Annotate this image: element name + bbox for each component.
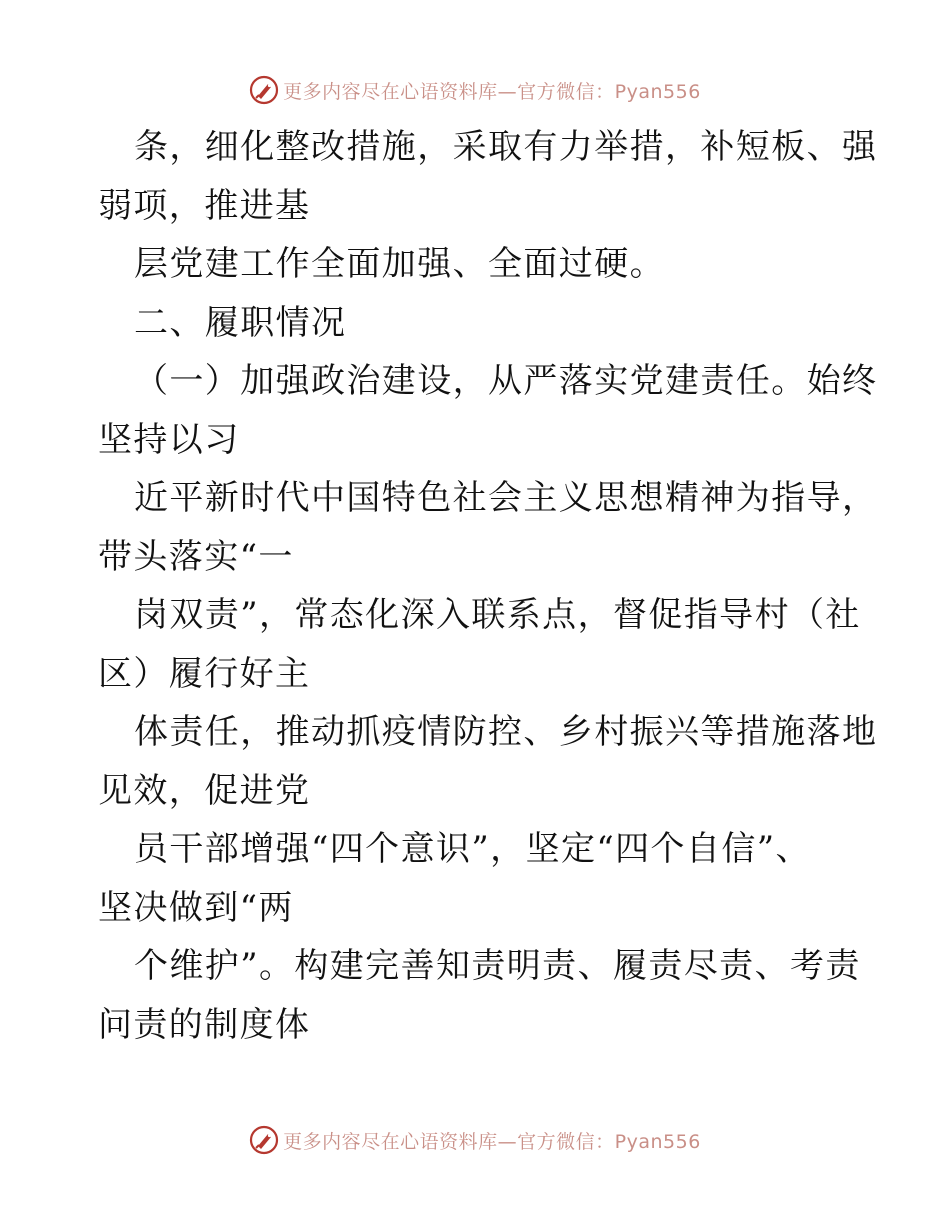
watermark-text: 更多内容尽在心语资料库—官方微信：Pyan556: [283, 80, 701, 103]
text-line: 问责的制度体: [98, 1004, 311, 1045]
text-line: 坚持以习: [98, 419, 240, 460]
watermark-text: 更多内容尽在心语资料库—官方微信：Pyan556: [283, 1130, 701, 1153]
text-line: 岗双责”，常态化深入联系点，督促指导村（社: [134, 595, 861, 635]
text-line: 弱项，推进基: [98, 185, 311, 226]
text-line: 个维护”。构建完善知责明责、履责尽责、考责: [134, 946, 861, 986]
pen-nib-seal-icon: [249, 1125, 279, 1155]
pen-nib-seal-icon: [249, 75, 279, 105]
text-line: 二、履职情况: [134, 302, 347, 343]
text-line: 层党建工作全面加强、全面过硬。: [134, 244, 665, 284]
document-body: [98, 118, 878, 1054]
header-watermark: [0, 70, 950, 110]
text-line: 见效，促进党: [98, 770, 311, 811]
text-line: 员干部增强“四个意识”，坚定“四个自信”、: [134, 829, 811, 869]
text-line: 体责任，推动抓疫情防控、乡村振兴等措施落地: [134, 712, 878, 752]
text-line: 区）履行好主: [98, 653, 311, 694]
text-line: 带头落实“一: [98, 536, 294, 577]
text-line: 近平新时代中国特色社会主义思想精神为指导，: [134, 478, 878, 518]
text-line: （一）加强政治建设，从严落实党建责任。始终: [134, 361, 878, 401]
text-line: 条，细化整改措施，采取有力举措，补短板、强: [134, 127, 878, 167]
footer-watermark: [0, 1120, 950, 1160]
text-line: 坚决做到“两: [98, 887, 294, 928]
